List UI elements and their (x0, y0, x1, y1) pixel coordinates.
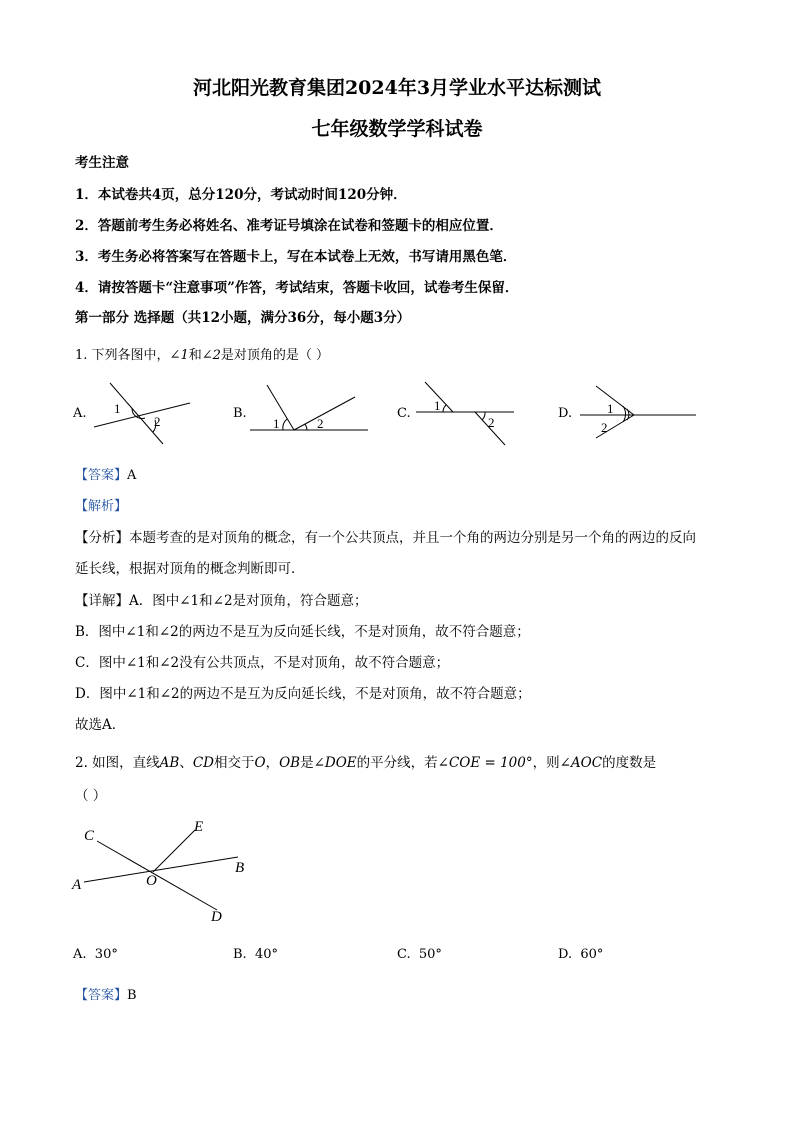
q1-d-label-2: 2 (601, 420, 608, 435)
q1-a-label-1: 1 (114, 401, 121, 416)
q2-point-o: O (254, 755, 266, 771)
q2-stem (75, 751, 656, 771)
q2-option-d-letter: D. (558, 947, 573, 962)
q2-stem-6: 的平分线，若 (356, 755, 438, 771)
q2-stem-3: 相交于 (214, 755, 255, 771)
q1-analysis-tag: 【解析】 (75, 499, 128, 514)
q1-option-b-letter: B. (233, 406, 247, 421)
q2-option-a-value: 30° (94, 947, 118, 962)
q2-option-c (397, 947, 442, 962)
q2-option-d-value: 60° (580, 947, 604, 962)
q2-paren: （ ） (75, 788, 107, 804)
exam-title: 河北阳光教育集团2024年3月学业水平达标测试 (192, 77, 602, 99)
q2-option-a-letter: A. (73, 947, 87, 962)
q2-angle-coe: ∠COE = 100° (437, 755, 533, 771)
q2-line-cd: CD (192, 755, 214, 771)
q1-option-a-figure (88, 380, 198, 445)
notice-item-3: 3．考生务必将答案写在答题卡上，写在本试卷上无效，书写请用黑色笔． (75, 249, 517, 265)
q1-a-label-2: 2 (154, 414, 161, 429)
q1-angle2: ∠2 (201, 348, 221, 363)
q2-option-b-letter: B. (233, 947, 247, 962)
q1-stem-end: 是对顶角的是（ ） (220, 348, 330, 363)
q2-stem-1: 2. 如图，直线 (75, 755, 160, 771)
q2-option-a (73, 947, 118, 962)
q1-stem-and: 和 (188, 348, 202, 363)
q1-option-c-letter: C. (397, 406, 411, 421)
q2-figure (68, 812, 258, 927)
notice-item-4: 4．请按答题卡“注意事项”作答，考试结束，答题卡收回，试卷考生保留． (75, 280, 519, 296)
q2-stem-5: 是 (300, 755, 314, 771)
q1-detail-c: C．图中∠1和∠2没有公共顶点，不是对顶角，故不符合题意； (75, 655, 450, 671)
q2-angle-aoc: ∠AOC (559, 755, 603, 771)
q2-ray-ob: OB (279, 755, 301, 771)
q1-answer (75, 464, 136, 483)
q2-label-b: B (235, 860, 245, 876)
q1-option-b-figure (250, 380, 375, 440)
q1-fenxi-line-1: 【分析】本题考查的是对顶角的概念，有一个公共顶点，并且一个角的两边分别是另一个角的两边的反向 (75, 530, 696, 546)
q2-stem-7: ，则 (532, 755, 560, 771)
q2-option-c-letter: C. (397, 947, 411, 962)
q2-answer-value: B (127, 988, 137, 1003)
q1-option-d-figure (574, 378, 704, 443)
q2-label-o: O (146, 873, 157, 889)
q1-detail-d: D．图中∠1和∠2的两边不是互为反向延长线，不是对顶角，故不符合题意； (75, 686, 531, 702)
q2-stem-2: 、 (179, 755, 193, 771)
q1-fenxi-line-2: 延长线，根据对顶角的概念判断即可． (75, 561, 305, 577)
q1-stem-text: 1. 下列各图中， (75, 348, 170, 363)
q2-label-e: E (194, 819, 204, 835)
q2-option-b (233, 947, 278, 962)
q2-label-d: D (211, 909, 222, 925)
q2-answer (75, 984, 137, 1003)
q1-conclusion: 故选A． (75, 717, 126, 733)
q1-answer-tag: 【答案】 (75, 468, 128, 483)
q2-label-c: C (84, 828, 95, 844)
exam-subtitle: 七年级数学学科试卷 (311, 118, 483, 140)
q2-option-d (558, 947, 603, 962)
q2-answer-tag: 【答案】 (75, 988, 128, 1003)
notice-heading: 考生注意 (75, 155, 129, 171)
q2-stem-4: ， (265, 755, 280, 771)
q2-stem-8: 的度数是 (602, 755, 657, 771)
q1-option-a-letter: A. (73, 406, 87, 421)
q1-c-label-2: 2 (488, 415, 495, 430)
q1-stem (75, 344, 329, 363)
q1-b-label-1: 1 (273, 416, 280, 431)
q1-angle1: ∠1 (169, 348, 189, 363)
section-heading: 第一部分 选择题（共12小题，满分36分，每小题3分） (75, 310, 411, 326)
q1-answer-value: A (127, 468, 137, 483)
q1-c-label-1: 1 (434, 398, 441, 413)
q2-angle-doe: ∠DOE (313, 755, 357, 771)
q2-label-a: A (72, 877, 82, 893)
q1-d-label-1: 1 (607, 401, 614, 416)
notice-item-2: 2．答题前考生务必将姓名、准考证号填涂在试卷和签题卡的相应位置． (75, 218, 503, 234)
q2-option-c-value: 50° (418, 947, 442, 962)
q2-option-b-value: 40° (254, 947, 278, 962)
q1-option-c-figure (412, 378, 522, 448)
q1-option-d-letter: D. (558, 406, 573, 421)
q1-detail-a: 【详解】A．图中∠1和∠2是对顶角，符合题意； (75, 593, 368, 609)
q1-detail-b: B．图中∠1和∠2的两边不是互为反向延长线，不是对顶角，故不符合题意； (75, 624, 530, 640)
q2-line-ab: AB (159, 755, 180, 771)
q1-b-label-2: 2 (317, 416, 324, 431)
notice-item-1: 1．本试卷共4页，总分120分，考试动时间120分钟． (75, 187, 407, 203)
